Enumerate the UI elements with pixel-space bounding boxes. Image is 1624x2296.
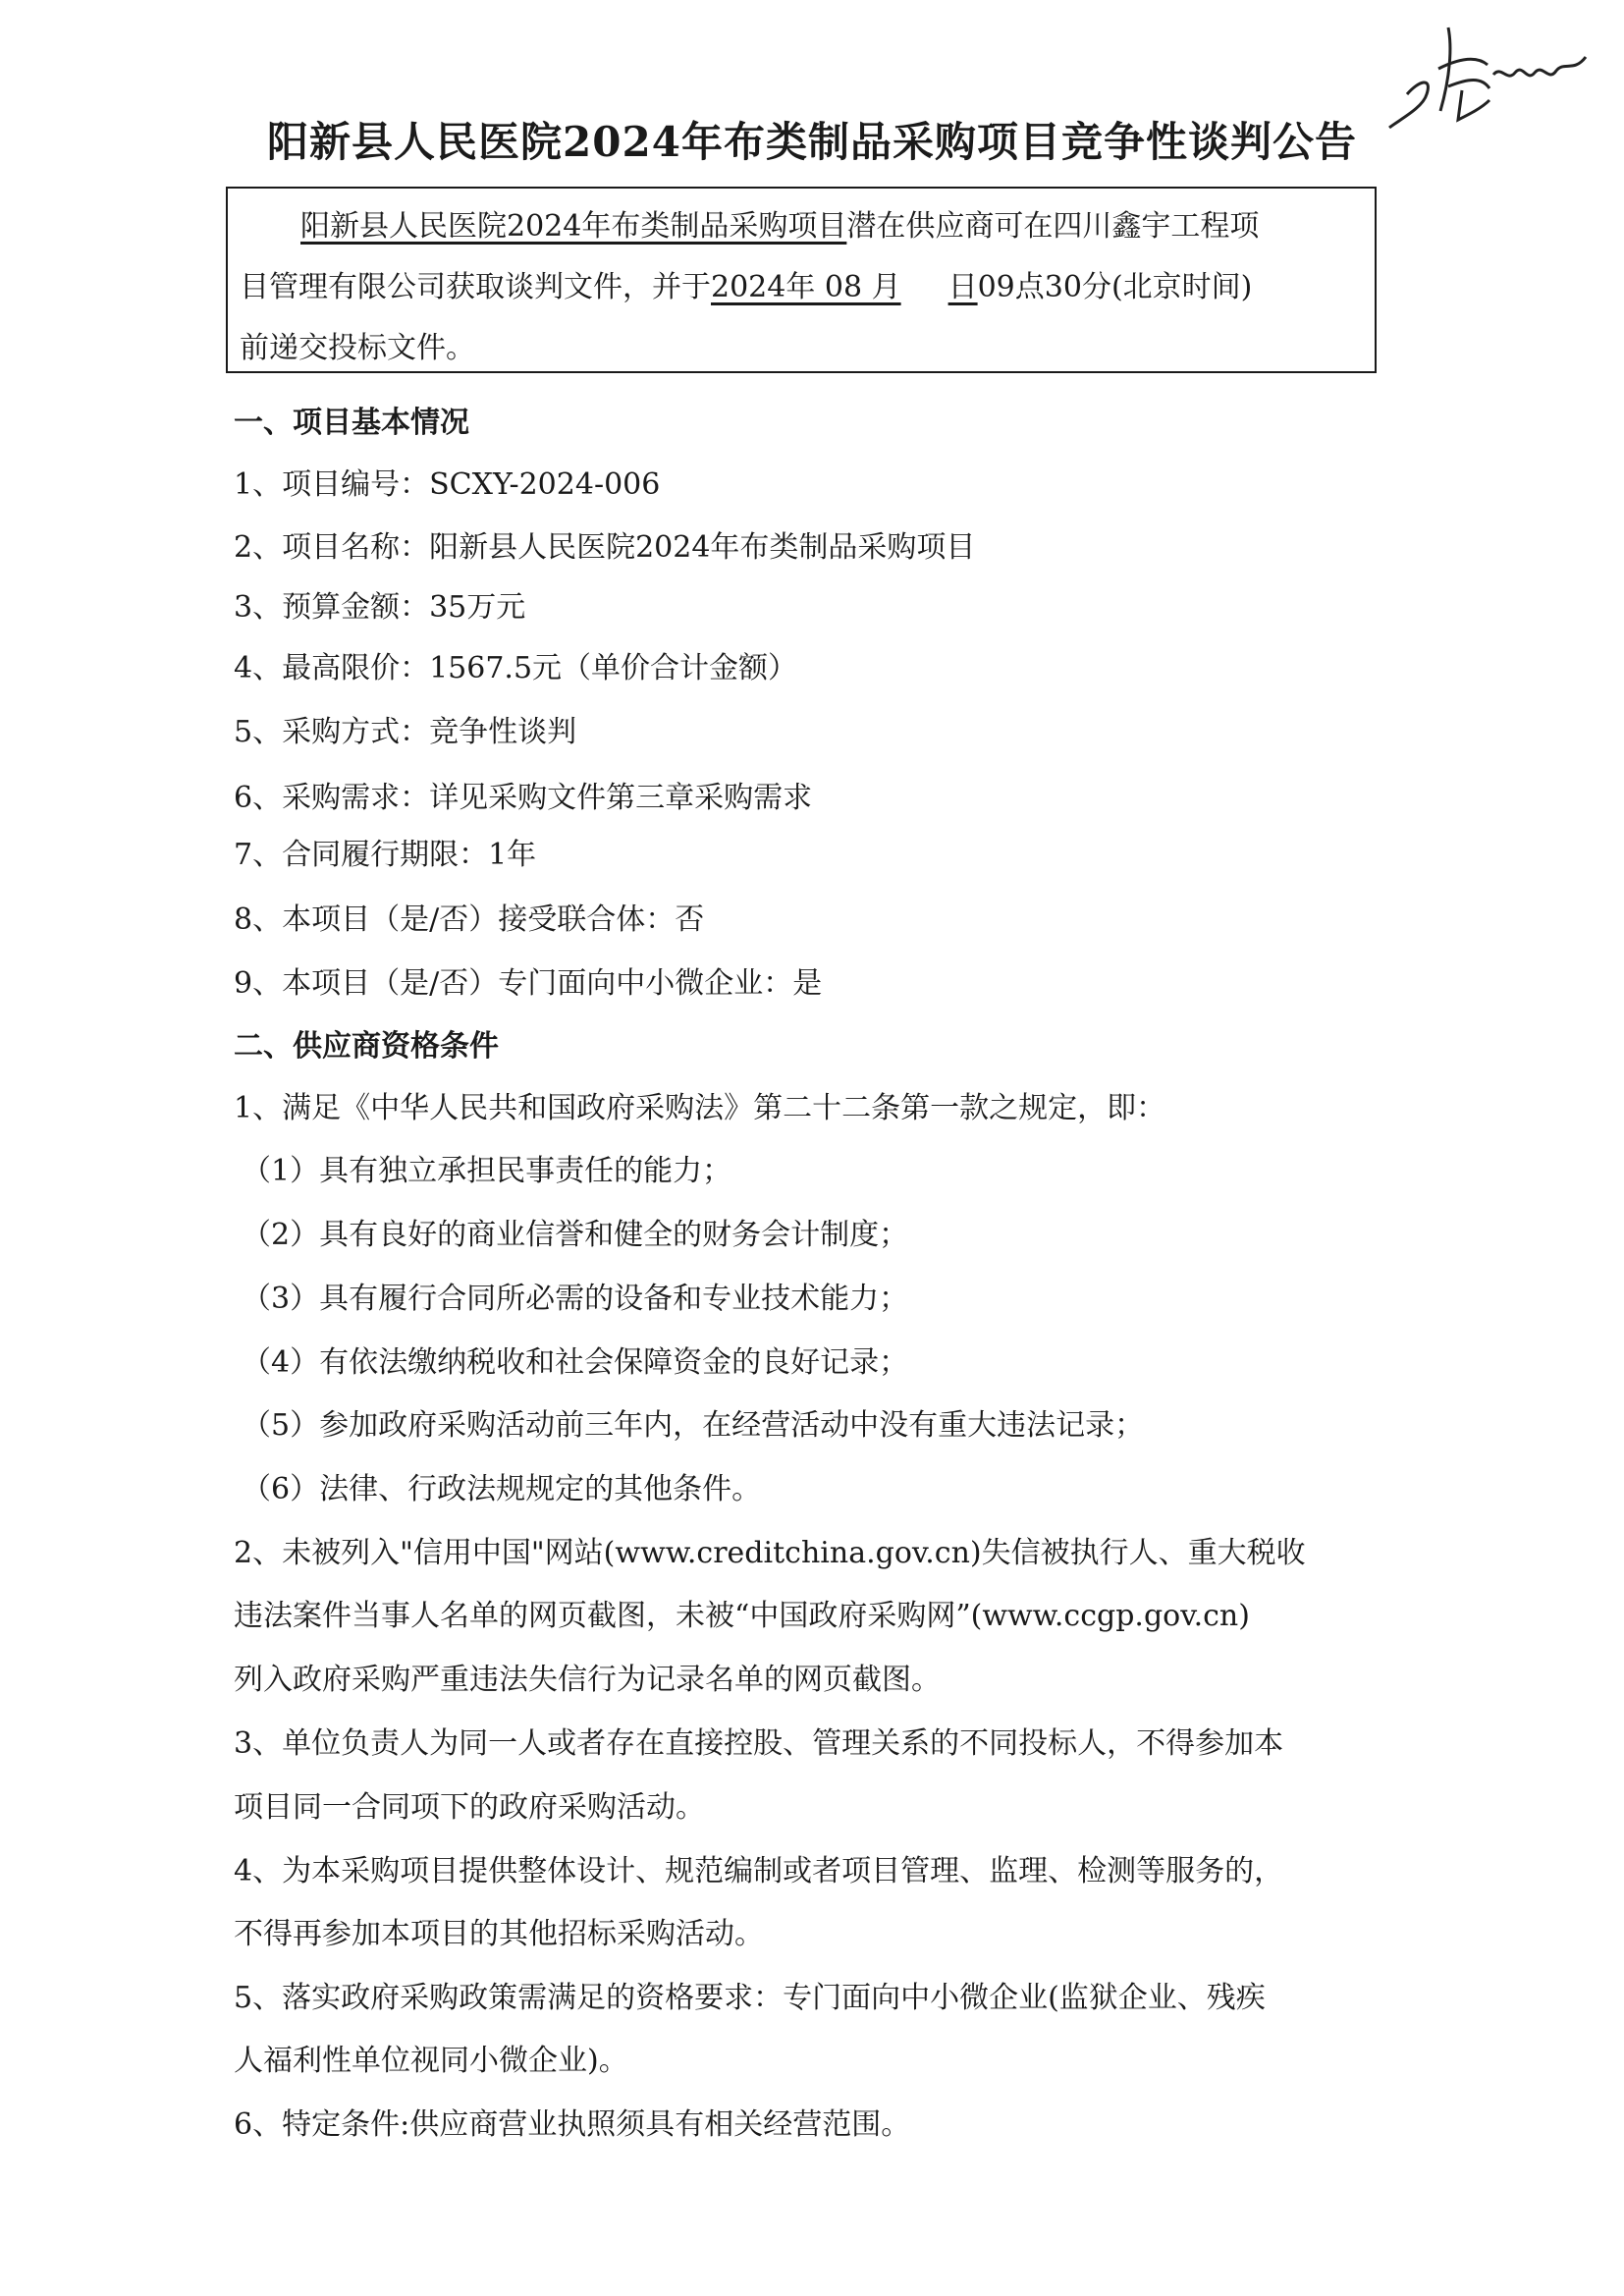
list-item: 7、合同履行期限：1年 [234,838,537,872]
sub-item: （5）参加政府采购活动前三年内，在经营活动中没有重大违法记录； [242,1408,1145,1443]
sub-item: （4）有依法缴纳税收和社会保障资金的良好记录； [242,1345,909,1380]
notice-deadline-day: 日 [947,270,978,304]
sub-item: （2）具有良好的商业信誉和健全的财务会计制度； [242,1218,909,1252]
notice-text: 潜在供应商可在四川鑫宇工程项 [846,209,1260,244]
paragraph-line: 6、特定条件:供应商营业执照须具有相关经营范围。 [234,2107,911,2142]
paragraph-line: 2、未被列入"信用中国"网站(www.creditchina.gov.cn)失信被执行人、重大税收 [234,1536,1306,1570]
paragraph-line: 列入政府采购严重违法失信行为记录名单的网页截图。 [234,1663,941,1697]
notice-deadline-date: 2024年 08 月 [711,270,901,304]
paragraph-line: 3、单位负责人为同一人或者存在直接控股、管理关系的不同投标人，不得参加本 [234,1726,1284,1761]
notice-box [226,187,1377,373]
section-heading: 一、项目基本情况 [234,406,469,440]
list-item: 1、项目编号：SCXY-2024-006 [234,467,661,502]
notice-deadline-time: 09点30分(北京时间) [977,270,1253,304]
list-item: 6、采购需求：详见采购文件第三章采购需求 [234,781,813,815]
paragraph-line: 项目同一合同项下的政府采购活动。 [234,1790,705,1825]
list-item: 4、最高限价：1567.5元（单价合计金额） [234,651,798,685]
paragraph-line: 5、落实政府采购政策需满足的资格要求：专门面向中小微企业(监狱企业、残疾 [234,1981,1266,2015]
list-item: 1、满足《中华人民共和国政府采购法》第二十二条第一款之规定，即： [234,1091,1166,1125]
list-item: 9、本项目（是/否）专门面向中小微企业：是 [234,966,823,1001]
notice-line-3: 前递交投标文件。 [240,331,475,365]
paragraph-line: 违法案件当事人名单的网页截图，未被“中国政府采购网”(www.ccgp.gov.cn) [234,1599,1250,1633]
section-heading: 二、供应商资格条件 [234,1029,499,1064]
list-item: 2、项目名称：阳新县人民医院2024年布类制品采购项目 [234,530,976,565]
notice-deadline [711,270,978,304]
list-item: 3、预算金额：35万元 [234,590,526,625]
paragraph-line: 不得再参加本项目的其他招标采购活动。 [234,1917,764,1951]
sub-item: （3）具有履行合同所必需的设备和专业技术能力； [242,1282,909,1316]
list-item: 8、本项目（是/否）接受联合体：否 [234,902,705,937]
list-item: 5、采购方式：竞争性谈判 [234,715,577,749]
notice-line-1 [240,196,1365,257]
paragraph-line: 4、为本采购项目提供整体设计、规范编制或者项目管理、监理、检测等服务的， [234,1854,1284,1888]
paragraph-line: 人福利性单位视同小微企业)。 [234,2044,628,2078]
notice-text: 目管理有限公司获取谈判文件，并于 [240,270,711,304]
sub-item: （1）具有独立承担民事责任的能力； [242,1154,732,1188]
notice-line-2 [240,257,1365,318]
page-title: 阳新县人民医院2024年布类制品采购项目竞争性谈判公告 [267,118,1357,166]
sub-item: （6）法律、行政法规规定的其他条件。 [242,1472,762,1506]
notice-project-name: 阳新县人民医院2024年布类制品采购项目 [300,209,847,244]
